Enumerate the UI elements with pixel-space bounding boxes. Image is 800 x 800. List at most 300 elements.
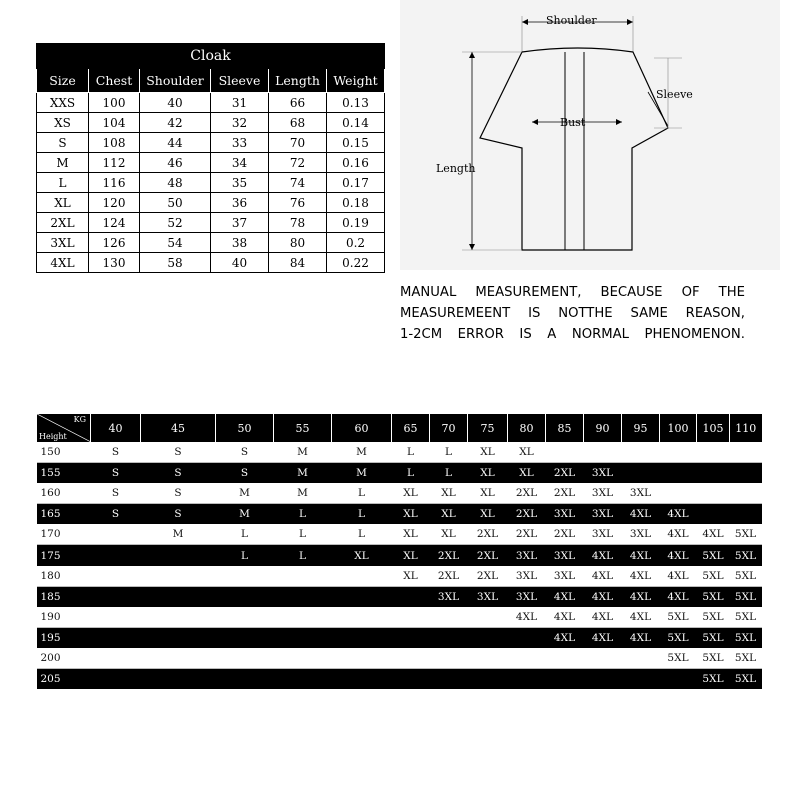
cloak-table-cell: 58 bbox=[140, 253, 211, 273]
cloak-table-row bbox=[37, 93, 385, 113]
size-recommendation-cell bbox=[392, 586, 430, 607]
size-recommendation-cell bbox=[141, 545, 216, 566]
weight-header-cell: 95 bbox=[622, 414, 660, 442]
height-value-cell: 195 bbox=[37, 627, 91, 648]
cloak-outline-drawing bbox=[400, 0, 780, 270]
size-chart-row bbox=[37, 627, 762, 648]
height-value-cell: 175 bbox=[37, 545, 91, 566]
height-value-cell: 155 bbox=[37, 463, 91, 484]
size-recommendation-cell: 3XL bbox=[508, 566, 546, 587]
cloak-table-row bbox=[37, 233, 385, 253]
cloak-table-cell: 116 bbox=[89, 173, 140, 193]
size-recommendation-cell: L bbox=[216, 524, 274, 545]
size-chart-corner bbox=[37, 414, 91, 442]
size-recommendation-cell: 5XL bbox=[660, 627, 697, 648]
size-recommendation-cell bbox=[584, 442, 622, 463]
size-recommendation-cell bbox=[332, 566, 392, 587]
weight-header-cell: 40 bbox=[91, 414, 141, 442]
cloak-table-cell: 0.15 bbox=[327, 133, 385, 153]
cloak-table-cell: 42 bbox=[140, 113, 211, 133]
cloak-measurement-table bbox=[36, 43, 385, 273]
size-recommendation-cell bbox=[392, 627, 430, 648]
size-chart-row bbox=[37, 586, 762, 607]
size-recommendation-cell: XL bbox=[430, 504, 468, 525]
size-recommendation-cell: XL bbox=[468, 463, 508, 484]
height-value-cell: 205 bbox=[37, 669, 91, 690]
size-recommendation-cell bbox=[91, 566, 141, 587]
size-chart-row bbox=[37, 545, 762, 566]
weight-header-cell: 75 bbox=[468, 414, 508, 442]
header-size: Size bbox=[37, 69, 89, 93]
size-recommendation-cell: XL bbox=[508, 442, 546, 463]
weight-header-cell: 105 bbox=[697, 414, 730, 442]
cloak-table-cell: 0.16 bbox=[327, 153, 385, 173]
size-recommendation-cell: S bbox=[141, 504, 216, 525]
size-recommendation-cell bbox=[91, 545, 141, 566]
cloak-table-cell: 0.22 bbox=[327, 253, 385, 273]
cloak-table-cell: 66 bbox=[269, 93, 327, 113]
size-recommendation-cell: M bbox=[141, 524, 216, 545]
weight-header-cell: 45 bbox=[141, 414, 216, 442]
size-recommendation-cell: 3XL bbox=[546, 504, 584, 525]
size-recommendation-cell bbox=[216, 607, 274, 628]
weight-header-cell: 65 bbox=[392, 414, 430, 442]
size-recommendation-cell: M bbox=[216, 504, 274, 525]
size-recommendation-cell bbox=[697, 504, 730, 525]
size-recommendation-cell bbox=[430, 627, 468, 648]
size-recommendation-cell: L bbox=[216, 545, 274, 566]
cloak-table-cell: 68 bbox=[269, 113, 327, 133]
size-recommendation-cell: 3XL bbox=[508, 586, 546, 607]
size-recommendation-cell: L bbox=[392, 463, 430, 484]
size-recommendation-cell bbox=[274, 607, 332, 628]
cloak-table-cell: 80 bbox=[269, 233, 327, 253]
bust-label: Bust bbox=[560, 116, 586, 129]
size-recommendation-cell: XL bbox=[508, 463, 546, 484]
note-line-2: MEASUREMEENT IS NOTTHE SAME REASON, bbox=[400, 306, 745, 321]
size-recommendation-cell bbox=[274, 669, 332, 690]
cloak-table-cell: 35 bbox=[211, 173, 269, 193]
cloak-table-cell: 48 bbox=[140, 173, 211, 193]
size-recommendation-cell: XL bbox=[392, 524, 430, 545]
size-recommendation-cell: L bbox=[274, 545, 332, 566]
size-recommendation-cell: XL bbox=[468, 504, 508, 525]
size-recommendation-cell bbox=[332, 607, 392, 628]
size-recommendation-cell: 5XL bbox=[660, 648, 697, 669]
size-recommendation-cell bbox=[141, 566, 216, 587]
cloak-table-cell: 0.17 bbox=[327, 173, 385, 193]
size-recommendation-cell: 3XL bbox=[584, 504, 622, 525]
size-recommendation-cell bbox=[660, 483, 697, 504]
size-recommendation-cell bbox=[216, 586, 274, 607]
size-recommendation-cell: 4XL bbox=[622, 566, 660, 587]
cloak-table-cell: 3XL bbox=[37, 233, 89, 253]
corner-height-label: Height bbox=[39, 432, 67, 441]
cloak-table-cell: 52 bbox=[140, 213, 211, 233]
size-recommendation-cell: 2XL bbox=[430, 566, 468, 587]
size-recommendation-cell: 3XL bbox=[584, 524, 622, 545]
size-recommendation-cell bbox=[274, 648, 332, 669]
size-recommendation-cell: S bbox=[91, 483, 141, 504]
cloak-table-cell: 37 bbox=[211, 213, 269, 233]
size-recommendation-cell: 4XL bbox=[622, 504, 660, 525]
size-recommendation-cell bbox=[508, 627, 546, 648]
length-label: Length bbox=[436, 162, 476, 175]
size-recommendation-cell bbox=[91, 669, 141, 690]
size-recommendation-cell: M bbox=[274, 483, 332, 504]
size-recommendation-cell: 3XL bbox=[508, 545, 546, 566]
size-recommendation-cell: 3XL bbox=[468, 586, 508, 607]
size-recommendation-cell: M bbox=[332, 442, 392, 463]
size-recommendation-cell bbox=[730, 504, 762, 525]
size-chart-row bbox=[37, 463, 762, 484]
weight-header-cell: 60 bbox=[332, 414, 392, 442]
size-recommendation-cell: L bbox=[332, 483, 392, 504]
size-recommendation-cell bbox=[430, 648, 468, 669]
size-recommendation-cell: S bbox=[216, 463, 274, 484]
size-recommendation-cell: 3XL bbox=[622, 483, 660, 504]
size-recommendation-cell bbox=[141, 669, 216, 690]
size-recommendation-cell bbox=[216, 669, 274, 690]
size-recommendation-cell: XL bbox=[468, 442, 508, 463]
size-chart-row bbox=[37, 483, 762, 504]
header-length: Length bbox=[269, 69, 327, 93]
size-recommendation-cell: XL bbox=[392, 566, 430, 587]
size-chart-row bbox=[37, 607, 762, 628]
measurement-note bbox=[400, 282, 745, 345]
size-recommendation-cell bbox=[141, 586, 216, 607]
size-recommendation-cell bbox=[332, 669, 392, 690]
size-recommendation-cell: S bbox=[141, 442, 216, 463]
cloak-table-cell: M bbox=[37, 153, 89, 173]
size-recommendation-cell: 2XL bbox=[468, 545, 508, 566]
size-recommendation-cell: S bbox=[216, 442, 274, 463]
cloak-table-row bbox=[37, 113, 385, 133]
weight-header-cell: 90 bbox=[584, 414, 622, 442]
size-recommendation-cell bbox=[392, 607, 430, 628]
height-value-cell: 170 bbox=[37, 524, 91, 545]
size-recommendation-cell: 5XL bbox=[730, 586, 762, 607]
size-recommendation-cell: 4XL bbox=[660, 504, 697, 525]
cloak-table-cell: 108 bbox=[89, 133, 140, 153]
size-recommendation-cell bbox=[141, 648, 216, 669]
weight-header-cell: 100 bbox=[660, 414, 697, 442]
size-recommendation-cell bbox=[468, 607, 508, 628]
weight-header-cell: 70 bbox=[430, 414, 468, 442]
size-recommendation-cell: 4XL bbox=[622, 607, 660, 628]
cloak-table-cell: XXS bbox=[37, 93, 89, 113]
size-recommendation-cell: XL bbox=[430, 524, 468, 545]
size-recommendation-cell: 4XL bbox=[584, 627, 622, 648]
size-recommendation-cell: 5XL bbox=[697, 669, 730, 690]
size-recommendation-cell: 3XL bbox=[546, 566, 584, 587]
size-recommendation-cell: 4XL bbox=[660, 586, 697, 607]
size-recommendation-cell: L bbox=[332, 504, 392, 525]
size-chart-row bbox=[37, 648, 762, 669]
size-recommendation-cell bbox=[430, 669, 468, 690]
size-recommendation-cell: 4XL bbox=[546, 607, 584, 628]
size-recommendation-cell: 5XL bbox=[730, 524, 762, 545]
size-recommendation-cell: S bbox=[91, 463, 141, 484]
cloak-table-cell: 40 bbox=[211, 253, 269, 273]
size-recommendation-cell: M bbox=[216, 483, 274, 504]
cloak-table-cell: 33 bbox=[211, 133, 269, 153]
cloak-table-cell: XS bbox=[37, 113, 89, 133]
height-value-cell: 160 bbox=[37, 483, 91, 504]
height-value-cell: 190 bbox=[37, 607, 91, 628]
size-recommendation-cell bbox=[468, 627, 508, 648]
cloak-table-cell: 36 bbox=[211, 193, 269, 213]
size-recommendation-cell: 2XL bbox=[508, 483, 546, 504]
cloak-table-cell: 4XL bbox=[37, 253, 89, 273]
size-recommendation-cell bbox=[468, 648, 508, 669]
size-recommendation-cell: 2XL bbox=[468, 566, 508, 587]
size-recommendation-cell: 3XL bbox=[584, 463, 622, 484]
size-recommendation-cell: 2XL bbox=[546, 463, 584, 484]
size-recommendation-cell: S bbox=[91, 442, 141, 463]
size-recommendation-cell: 5XL bbox=[697, 627, 730, 648]
note-line-1: MANUAL MEASUREMENT, BECAUSE OF THE bbox=[400, 285, 745, 300]
shoulder-label: Shoulder bbox=[546, 14, 597, 27]
cloak-table-cell: 130 bbox=[89, 253, 140, 273]
size-recommendation-cell: 4XL bbox=[584, 566, 622, 587]
cloak-table-cell: 0.2 bbox=[327, 233, 385, 253]
size-recommendation-cell: 5XL bbox=[730, 607, 762, 628]
cloak-table-row bbox=[37, 153, 385, 173]
height-value-cell: 180 bbox=[37, 566, 91, 587]
size-recommendation-cell: 4XL bbox=[622, 545, 660, 566]
size-recommendation-cell bbox=[91, 524, 141, 545]
size-recommendation-cell: S bbox=[141, 463, 216, 484]
height-value-cell: 185 bbox=[37, 586, 91, 607]
cloak-table-cell: 78 bbox=[269, 213, 327, 233]
size-recommendation-cell: M bbox=[332, 463, 392, 484]
size-chart-row bbox=[37, 566, 762, 587]
cloak-table-cell: 0.18 bbox=[327, 193, 385, 213]
height-weight-size-chart bbox=[36, 414, 762, 689]
size-recommendation-cell: L bbox=[274, 524, 332, 545]
size-recommendation-cell bbox=[622, 442, 660, 463]
size-recommendation-cell: 5XL bbox=[730, 566, 762, 587]
size-recommendation-cell bbox=[508, 648, 546, 669]
height-value-cell: 165 bbox=[37, 504, 91, 525]
cloak-table-cell: 46 bbox=[140, 153, 211, 173]
cloak-table-cell: 0.13 bbox=[327, 93, 385, 113]
size-recommendation-cell bbox=[730, 483, 762, 504]
size-recommendation-cell: 3XL bbox=[430, 586, 468, 607]
size-recommendation-cell: S bbox=[141, 483, 216, 504]
cloak-table-title: Cloak bbox=[37, 44, 385, 69]
weight-header-cell: 85 bbox=[546, 414, 584, 442]
cloak-table-cell: 38 bbox=[211, 233, 269, 253]
size-recommendation-cell: 4XL bbox=[584, 545, 622, 566]
size-recommendation-cell bbox=[392, 648, 430, 669]
size-recommendation-cell bbox=[697, 463, 730, 484]
size-recommendation-cell: 2XL bbox=[508, 524, 546, 545]
size-recommendation-cell: 5XL bbox=[697, 545, 730, 566]
size-recommendation-cell: 5XL bbox=[660, 607, 697, 628]
size-chart-row bbox=[37, 669, 762, 690]
cloak-table-row bbox=[37, 133, 385, 153]
size-recommendation-cell: 5XL bbox=[730, 545, 762, 566]
cloak-table-cell: 126 bbox=[89, 233, 140, 253]
size-recommendation-cell bbox=[274, 627, 332, 648]
size-recommendation-cell: 5XL bbox=[697, 648, 730, 669]
size-recommendation-cell: 2XL bbox=[546, 483, 584, 504]
header-shoulder: Shoulder bbox=[140, 69, 211, 93]
size-recommendation-cell bbox=[546, 648, 584, 669]
cloak-table-row bbox=[37, 173, 385, 193]
size-recommendation-cell: 3XL bbox=[584, 483, 622, 504]
size-recommendation-cell: XL bbox=[392, 483, 430, 504]
size-recommendation-cell: L bbox=[430, 442, 468, 463]
cloak-table-cell: 0.14 bbox=[327, 113, 385, 133]
cloak-table-row bbox=[37, 213, 385, 233]
sleeve-label: Sleeve bbox=[656, 88, 693, 101]
cloak-table-cell: 54 bbox=[140, 233, 211, 253]
size-recommendation-cell bbox=[584, 669, 622, 690]
garment-diagram bbox=[400, 0, 780, 270]
header-sleeve: Sleeve bbox=[211, 69, 269, 93]
corner-kg-label: KG bbox=[73, 415, 86, 424]
size-recommendation-cell: 3XL bbox=[622, 524, 660, 545]
cloak-table-cell: L bbox=[37, 173, 89, 193]
cloak-table-cell: 120 bbox=[89, 193, 140, 213]
header-weight: Weight bbox=[327, 69, 385, 93]
size-recommendation-cell: 2XL bbox=[430, 545, 468, 566]
size-recommendation-cell: 2XL bbox=[468, 524, 508, 545]
cloak-table-row bbox=[37, 193, 385, 213]
size-recommendation-cell bbox=[216, 566, 274, 587]
size-recommendation-cell: XL bbox=[392, 545, 430, 566]
size-recommendation-cell: 4XL bbox=[546, 627, 584, 648]
cloak-table-cell: 44 bbox=[140, 133, 211, 153]
cloak-table-cell: 104 bbox=[89, 113, 140, 133]
size-recommendation-cell: M bbox=[274, 442, 332, 463]
cloak-table-cell: 70 bbox=[269, 133, 327, 153]
size-recommendation-cell bbox=[622, 669, 660, 690]
cloak-table-cell: 124 bbox=[89, 213, 140, 233]
size-recommendation-cell bbox=[730, 463, 762, 484]
cloak-table-cell: 32 bbox=[211, 113, 269, 133]
size-recommendation-cell: M bbox=[274, 463, 332, 484]
size-recommendation-cell: XL bbox=[468, 483, 508, 504]
size-recommendation-cell: 4XL bbox=[584, 607, 622, 628]
size-recommendation-cell: 4XL bbox=[660, 524, 697, 545]
size-recommendation-cell: S bbox=[91, 504, 141, 525]
size-recommendation-cell bbox=[274, 566, 332, 587]
size-recommendation-cell bbox=[697, 483, 730, 504]
size-recommendation-cell bbox=[216, 627, 274, 648]
size-recommendation-cell: 4XL bbox=[622, 627, 660, 648]
size-recommendation-cell: L bbox=[332, 524, 392, 545]
cloak-table-cell: 100 bbox=[89, 93, 140, 113]
size-chart-row bbox=[37, 524, 762, 545]
size-recommendation-cell: XL bbox=[430, 483, 468, 504]
size-recommendation-cell: 5XL bbox=[697, 607, 730, 628]
size-recommendation-cell bbox=[216, 648, 274, 669]
size-recommendation-cell: 5XL bbox=[730, 669, 762, 690]
size-recommendation-cell: L bbox=[392, 442, 430, 463]
size-chart-row bbox=[37, 442, 762, 463]
size-recommendation-cell bbox=[697, 442, 730, 463]
size-recommendation-cell bbox=[332, 586, 392, 607]
size-recommendation-cell: 5XL bbox=[697, 586, 730, 607]
size-recommendation-cell: 3XL bbox=[546, 545, 584, 566]
cloak-table-cell: 31 bbox=[211, 93, 269, 113]
size-recommendation-cell bbox=[622, 648, 660, 669]
size-recommendation-cell: 4XL bbox=[584, 586, 622, 607]
size-recommendation-cell bbox=[274, 586, 332, 607]
size-recommendation-cell bbox=[546, 442, 584, 463]
size-recommendation-cell: 5XL bbox=[697, 566, 730, 587]
size-recommendation-cell bbox=[430, 607, 468, 628]
weight-header-cell: 110 bbox=[730, 414, 762, 442]
size-recommendation-cell bbox=[622, 463, 660, 484]
size-recommendation-cell: XL bbox=[332, 545, 392, 566]
size-recommendation-cell bbox=[660, 442, 697, 463]
size-recommendation-cell bbox=[508, 669, 546, 690]
cloak-table-cell: 0.19 bbox=[327, 213, 385, 233]
note-line-3: 1-2CM ERROR IS A NORMAL PHENOMENON. bbox=[400, 327, 745, 342]
cloak-table-cell: S bbox=[37, 133, 89, 153]
cloak-table-cell: 74 bbox=[269, 173, 327, 193]
size-recommendation-cell: 2XL bbox=[508, 504, 546, 525]
weight-header-cell: 50 bbox=[216, 414, 274, 442]
header-chest: Chest bbox=[89, 69, 140, 93]
weight-header-cell: 55 bbox=[274, 414, 332, 442]
size-recommendation-cell bbox=[546, 669, 584, 690]
cloak-table-cell: 84 bbox=[269, 253, 327, 273]
size-recommendation-cell bbox=[332, 627, 392, 648]
size-recommendation-cell bbox=[332, 648, 392, 669]
size-recommendation-cell: 4XL bbox=[660, 545, 697, 566]
size-recommendation-cell bbox=[91, 607, 141, 628]
height-value-cell: 150 bbox=[37, 442, 91, 463]
cloak-table-header-row bbox=[37, 69, 385, 93]
weight-header-cell: 80 bbox=[508, 414, 546, 442]
cloak-table-cell: 72 bbox=[269, 153, 327, 173]
size-chart-row bbox=[37, 504, 762, 525]
size-recommendation-cell: 4XL bbox=[697, 524, 730, 545]
size-chart-header-row bbox=[37, 414, 762, 442]
size-recommendation-cell: 4XL bbox=[622, 586, 660, 607]
size-recommendation-cell: XL bbox=[392, 504, 430, 525]
size-recommendation-cell bbox=[468, 669, 508, 690]
size-recommendation-cell: 5XL bbox=[730, 627, 762, 648]
height-value-cell: 200 bbox=[37, 648, 91, 669]
size-recommendation-cell bbox=[91, 627, 141, 648]
size-recommendation-cell bbox=[91, 586, 141, 607]
cloak-table-cell: 2XL bbox=[37, 213, 89, 233]
cloak-table-row bbox=[37, 253, 385, 273]
size-recommendation-cell bbox=[141, 627, 216, 648]
size-recommendation-cell: 4XL bbox=[508, 607, 546, 628]
size-recommendation-cell: L bbox=[430, 463, 468, 484]
size-recommendation-cell bbox=[660, 669, 697, 690]
cloak-table-cell: XL bbox=[37, 193, 89, 213]
size-recommendation-cell bbox=[91, 648, 141, 669]
size-recommendation-cell: 5XL bbox=[730, 648, 762, 669]
size-recommendation-cell bbox=[584, 648, 622, 669]
size-recommendation-cell: 2XL bbox=[546, 524, 584, 545]
size-recommendation-cell bbox=[730, 442, 762, 463]
cloak-table-cell: 40 bbox=[140, 93, 211, 113]
cloak-table-cell: 112 bbox=[89, 153, 140, 173]
size-recommendation-cell bbox=[141, 607, 216, 628]
cloak-table-cell: 34 bbox=[211, 153, 269, 173]
cloak-table-cell: 76 bbox=[269, 193, 327, 213]
